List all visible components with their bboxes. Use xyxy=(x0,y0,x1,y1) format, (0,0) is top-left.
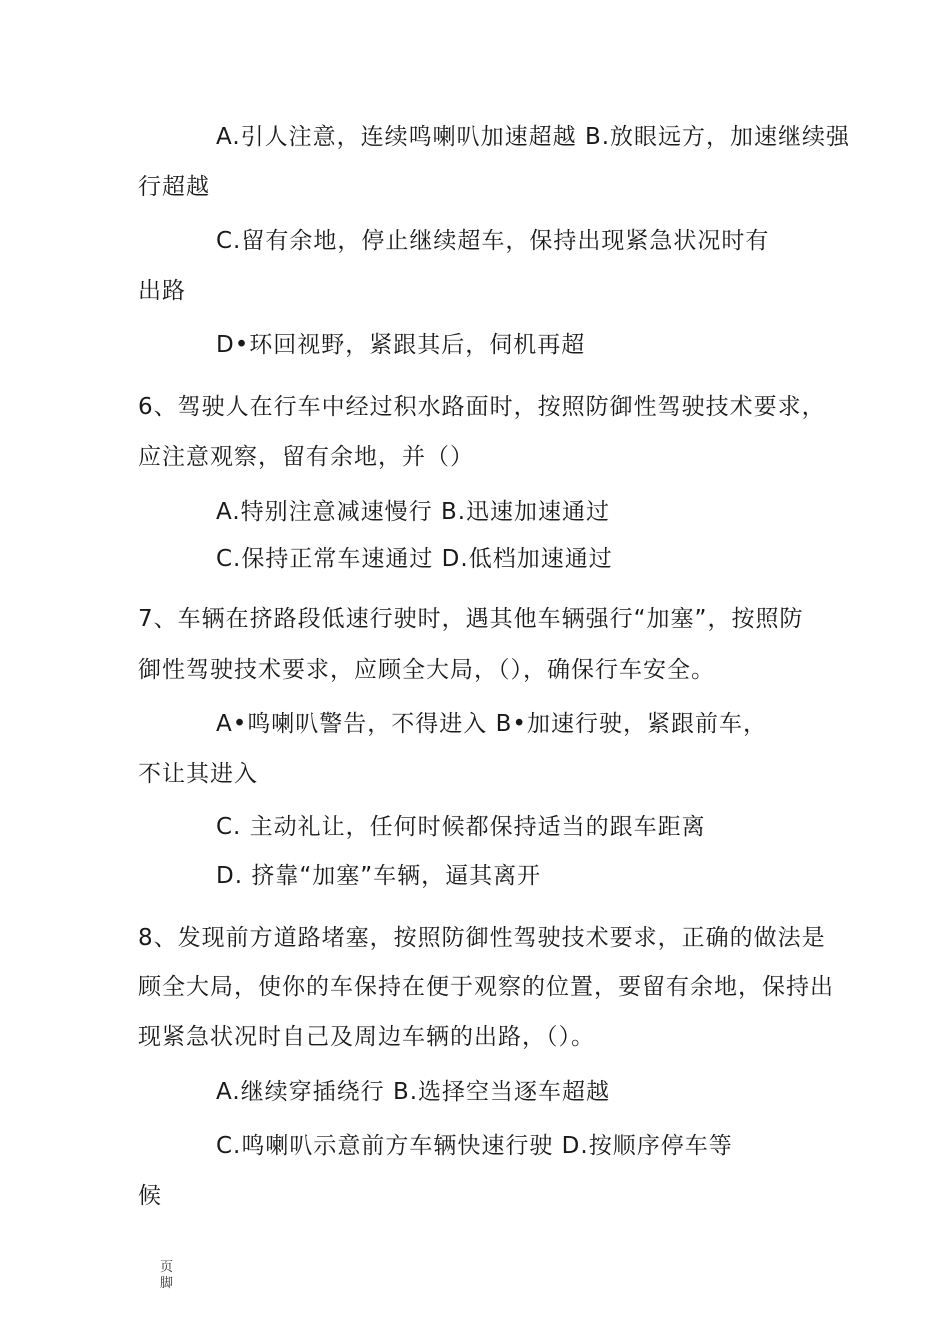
q7-question-cont: 御性驾驶技术要求，应顾全大局，（），确保行车安全。 xyxy=(138,657,715,683)
footer-label-2: 脚 xyxy=(160,1276,174,1291)
q6-question-cont: 应注意观察，留有余地，并（） xyxy=(138,444,474,470)
q6-question: 6、驾驶人在行车中经过积水路面时，按照防御性驾驶技术要求， xyxy=(138,394,826,420)
q7-option-d: D. 挤靠“加塞”车辆，逼其离开 xyxy=(216,863,542,889)
q8-option-c-d: C.鸣喇叭示意前方车辆快速行驶 D.按顺序停车等 xyxy=(216,1133,733,1159)
q5-option-c-cont: 出路 xyxy=(138,278,186,304)
q5-option-b-cont: 行超越 xyxy=(138,174,210,200)
q5-option-c: C.留有余地，停止继续超车，保持出现紧急状况时有 xyxy=(216,228,770,254)
q6-option-c-d: C.保持正常车速通过 D.低档加速通过 xyxy=(216,546,613,572)
q8-question: 8、发现前方道路堵塞，按照防御性驾驶技术要求，正确的做法是 xyxy=(138,925,826,951)
footer-label-1: 页 xyxy=(160,1260,174,1275)
q8-option-d-cont: 候 xyxy=(138,1183,162,1209)
q7-option-b-cont: 不让其进入 xyxy=(138,761,258,787)
q7-option-c: C. 主动礼让，任何时候都保持适当的跟车距离 xyxy=(216,814,706,840)
q7-option-a-b: A•鸣喇叭警告，不得进入 B•加速行驶，紧跟前车， xyxy=(216,711,767,737)
q7-question: 7、车辆在挤路段低速行驶时，遇其他车辆强行“加塞”，按照防 xyxy=(138,606,804,632)
q5-option-d: D•环回视野，紧跟其后，伺机再超 xyxy=(216,332,586,358)
q8-option-a-b: A.继续穿插绕行 B.选择空当逐车超越 xyxy=(216,1079,611,1105)
q6-option-a-b: A.特别注意减速慢行 B.迅速加速通过 xyxy=(216,499,611,525)
q5-option-a-b: A.引人注意，连续鸣喇叭加速超越 B.放眼远方，加速继续强 xyxy=(216,124,851,150)
q8-question-cont-1: 顾全大局，使你的车保持在便于观察的位置，要留有余地，保持出 xyxy=(138,974,834,1000)
q8-question-cont-2: 现紧急状况时自己及周边车辆的出路，（）。 xyxy=(138,1024,595,1050)
